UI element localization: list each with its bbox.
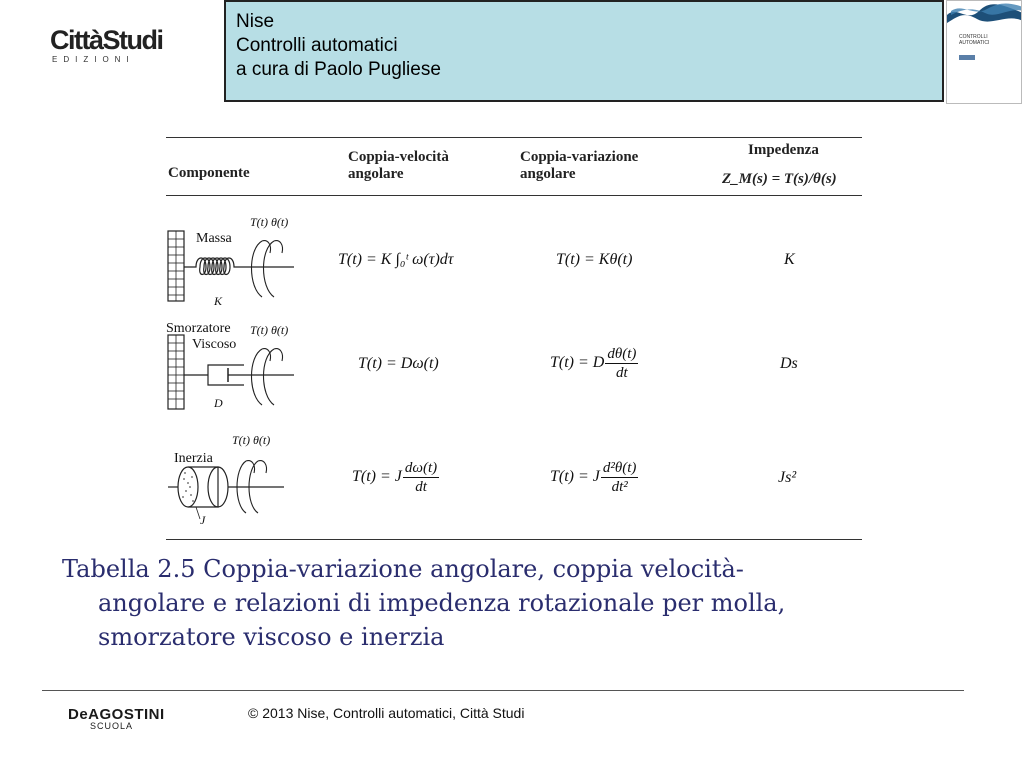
row3-coppia-velocita-fraction (403, 459, 439, 496)
row3-coppia-velocita-num: dω(t) (404, 460, 438, 476)
book-cover-thumbnail (946, 0, 1022, 104)
caption-line1: Tabella 2.5 Coppia-variazione angolare, coppia velocità- (62, 555, 744, 583)
row2-coppia-variazione-num: dθ(t) (607, 346, 637, 362)
row2-coppia-variazione-den: dt (616, 365, 628, 381)
row3-coppia-velocita (352, 459, 440, 496)
row2-coppia-variazione (550, 345, 639, 382)
row3-coppia-velocita-den: dt (415, 479, 427, 495)
row2-torque-labels: T(t) θ(t) (250, 323, 289, 337)
header-componente: Componente (168, 165, 250, 181)
table-header-rule (166, 195, 862, 196)
table-caption (62, 552, 962, 654)
row2-label-line2: Viscoso (192, 337, 237, 352)
cover-title: CONTROLLI AUTOMATICI (959, 34, 990, 46)
row2-coppia-variazione-fraction (605, 345, 638, 382)
row3-coppia-variazione-lhs: T(t) = J (550, 468, 600, 486)
header-coppia-variazione-line2: angolare (520, 166, 576, 182)
row2-label-line1: Smorzatore (166, 321, 231, 336)
publisher-logo-brand: CittàStudi (50, 25, 163, 55)
row1-torque-labels: T(t) θ(t) (250, 215, 289, 229)
row1-label: Massa (196, 231, 232, 246)
table-top-rule (166, 137, 862, 138)
row3-param: J (200, 513, 206, 527)
header-coppia-variazione (520, 149, 638, 183)
publisher-logo-sub: EDIZIONI (52, 55, 135, 64)
header-box (224, 0, 944, 102)
header-coppia-variazione-line1: Coppia-variazione (520, 149, 639, 165)
row3-coppia-variazione-den: dt² (611, 479, 628, 495)
row3-impedenza: Js² (778, 469, 797, 486)
cover-color-block (959, 55, 975, 60)
row2-coppia-variazione-lhs: T(t) = D (550, 354, 605, 372)
header-editor: a cura di Paolo Pugliese (236, 59, 441, 80)
copyright-notice: © 2013 Nise, Controlli automatici, Città Studi (248, 705, 525, 721)
header-impedenza-formula: Z_M(s) = T(s)/θ(s) (722, 171, 837, 187)
row2-coppia-velocita: T(t) = Dω(t) (358, 355, 439, 372)
row2-param: D (214, 396, 223, 410)
header-author: Nise (236, 11, 275, 32)
row1-impedenza: K (784, 251, 795, 268)
footer-rule (42, 690, 964, 691)
row2-impedenza: Ds (780, 355, 798, 372)
damper-diagram (166, 325, 316, 415)
deagostini-logo-sub: SCUOLA (90, 721, 134, 731)
row3-coppia-variazione-num: d²θ(t) (602, 460, 637, 476)
row1-coppia-velocita: T(t) = K ∫₀ᵗ ω(τ)dτ (338, 251, 454, 268)
spring-diagram (166, 211, 316, 307)
header-coppia-velocita-line1: Coppia-velocità (348, 149, 449, 165)
cover-wave-graphic (947, 1, 1022, 31)
deagostini-logo-brand: DeAGOSTINI (68, 706, 165, 723)
row1-coppia-variazione: T(t) = Kθ(t) (556, 251, 633, 268)
row3-coppia-velocita-lhs: T(t) = J (352, 468, 402, 486)
row3-coppia-variazione (550, 459, 639, 496)
table-bottom-rule (166, 539, 862, 540)
row3-label: Inerzia (174, 451, 213, 466)
header-book-title: Controlli automatici (236, 35, 398, 56)
caption-line2: angolare e relazioni di impedenza rotazionale per molla, (98, 589, 786, 617)
caption-line3: smorzatore viscoso e inerzia (98, 623, 445, 651)
header-impedenza: Impedenza (748, 142, 819, 158)
component-table (166, 137, 862, 541)
publisher-logo (50, 25, 163, 64)
header-coppia-velocita-line2: angolare (348, 166, 404, 182)
deagostini-logo (68, 706, 165, 731)
row3-torque-labels: T(t) θ(t) (232, 433, 271, 447)
row1-param: K (214, 294, 223, 308)
row3-coppia-variazione-fraction (601, 459, 639, 496)
header-coppia-velocita (348, 149, 449, 183)
